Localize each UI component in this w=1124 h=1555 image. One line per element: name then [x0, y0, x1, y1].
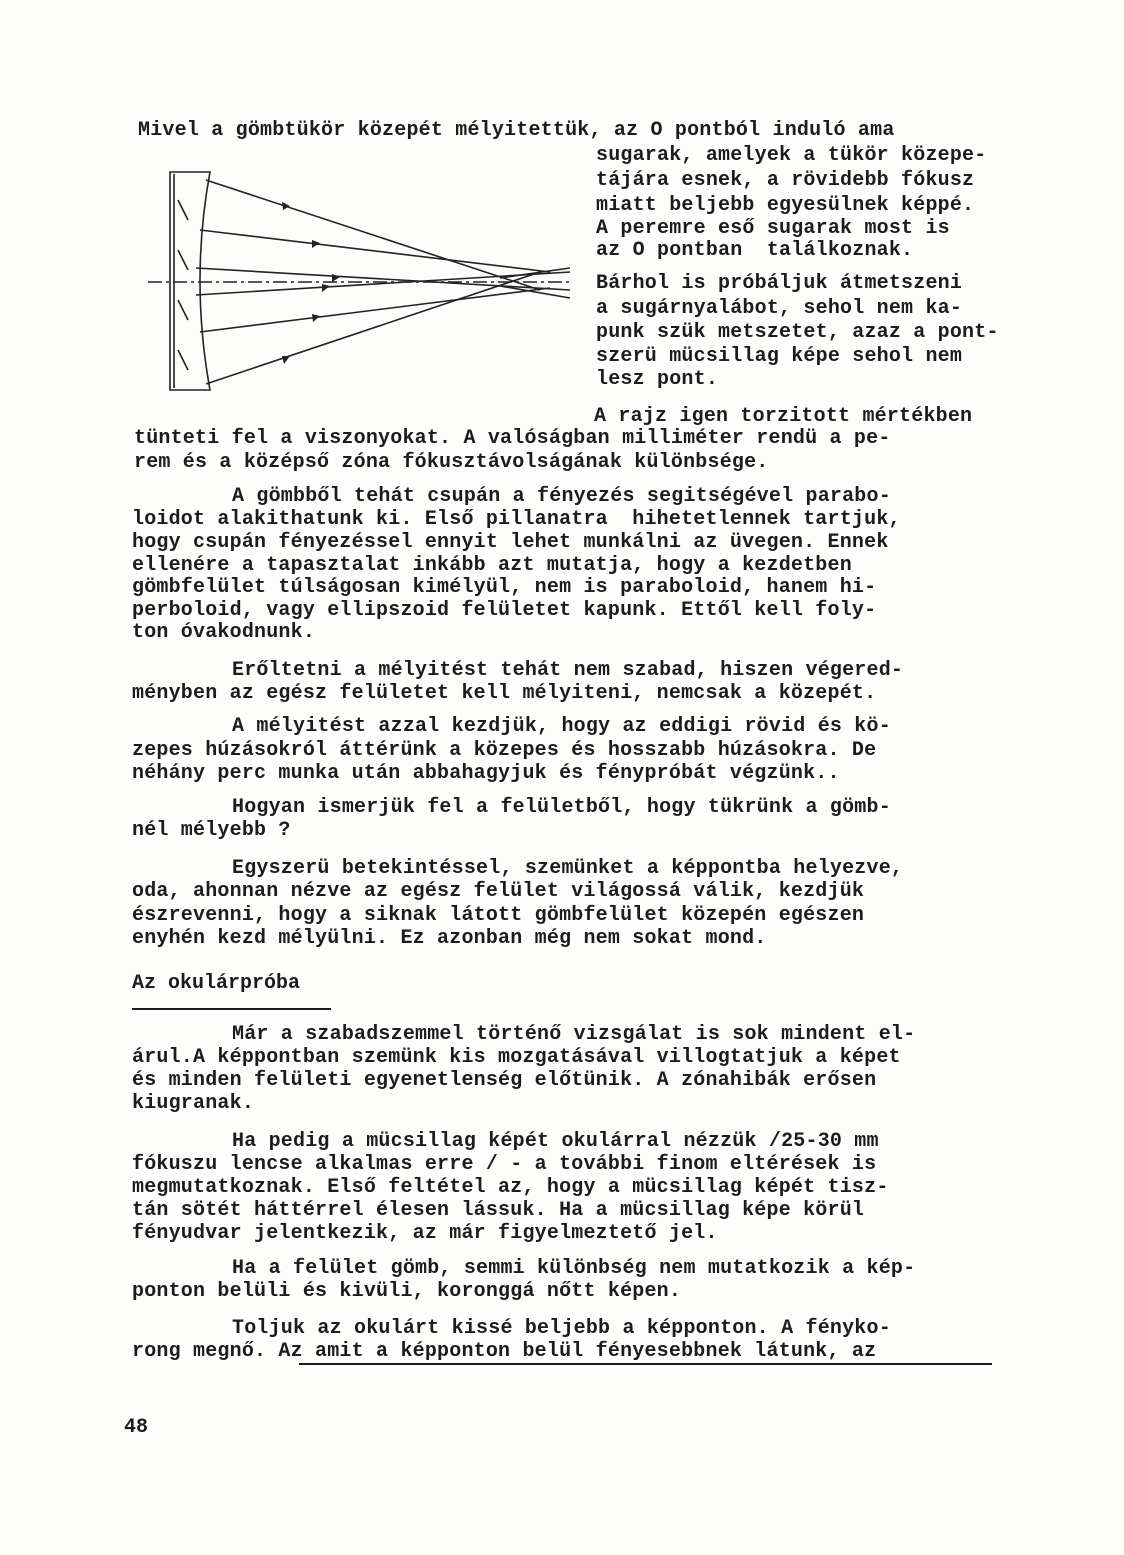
text-line: A peremre eső sugarak most is [596, 217, 950, 240]
text-line: A gömbből tehát csupán a fényezés segitségével parabo- [232, 485, 891, 508]
section-heading: Az okulárpróba [132, 972, 301, 995]
text-line: tán sötét háttérrel élesen lássuk. Ha a mücsillag képe körül [132, 1199, 865, 1222]
text-line: ton óvakodnunk. [132, 621, 316, 644]
text-line: megmutatkoznak. Első feltétel az, hogy a mücsillag képét tisz- [132, 1176, 889, 1199]
text-line: rem és a középső zóna fókusztávolságának különbsége. [134, 451, 769, 474]
text-line: tájára esnek, a rövidebb fókusz [596, 169, 975, 192]
text-line: rong megnő. Az amit a képponton belül fényesebbnek látunk, az [132, 1340, 877, 1363]
mirror-outline [170, 172, 210, 390]
text-line: fényudvar jelentkezik, az már figyelmeztető jel. [132, 1222, 718, 1245]
text-line: lesz pont. [596, 368, 719, 391]
text-line: Hogyan ismerjük fel a felületből, hogy tükrünk a gömb- [232, 796, 891, 819]
text-line: árul.A képpontban szemünk kis mozgatásával villogtatjuk a képet [132, 1046, 901, 1069]
text-line: ellenére a tapasztalat inkább azt mutatja, hogy a kezdetben [132, 554, 852, 577]
text-line: loidot alakithatunk ki. Első pillanatra hihetetlennek tartjuk, [132, 508, 901, 531]
text-line: Erőltetni a mélyitést tehát nem szabad, hiszen végered- [232, 659, 904, 682]
text-line: Ha a felület gömb, semmi különbség nem mutatkozik a kép- [232, 1257, 916, 1280]
text-line: A mélyitést azzal kezdjük, hogy az eddigi rövid és kö- [232, 715, 891, 738]
text-line: észrevenni, hogy a siknak látott gömbfelület közepén egészen [132, 904, 865, 927]
text-underline [299, 1363, 992, 1365]
text-line: A rajz igen torzitott mértékben [594, 405, 973, 428]
text-line: oda, ahonnan nézve az egész felület világossá válik, kezdjük [132, 880, 865, 903]
text-line: ponton belüli és kivüli, koronggá nőtt képen. [132, 1280, 682, 1303]
text-line: enyhén kezd mélyülni. Ez azonban még nem sokat mond. [132, 927, 767, 950]
text-line: Mivel a gömbtükör közepét mélyitettük, az O pontból induló ama [138, 119, 895, 142]
text-line: Toljuk az okulárt kissé beljebb a képponton. A fényko- [232, 1317, 891, 1340]
text-line: punk szük metszetet, azaz a pont- [596, 321, 999, 344]
mirror-ray-diagram [140, 160, 600, 400]
text-line: fókuszu lencse alkalmas erre / - a további finom eltérések is [132, 1153, 877, 1176]
text-line: és minden felületi egyenetlenség előtünik. A zónahibák erősen [132, 1069, 877, 1092]
text-line: gömbfelület túlságosan kimélyül, nem is paraboloid, hanem hi- [132, 576, 877, 599]
text-line: Bárhol is próbáljuk átmetszeni [596, 272, 963, 295]
text-line: nél mélyebb ? [132, 819, 291, 842]
text-line: néhány perc munka után abbahagyjuk és fénypróbát végzünk.. [132, 762, 840, 785]
text-line: zepes húzásokról áttérünk a közepes és hosszabb húzásokra. De [132, 739, 877, 762]
text-line: perboloid, vagy ellipszoid felületet kapunk. Ettől kell foly- [132, 599, 877, 622]
text-line: Egyszerü betekintéssel, szemünket a képpontba helyezve, [232, 857, 904, 880]
text-line: sugarak, amelyek a tükör közepe- [596, 144, 987, 167]
text-line: hogy csupán fényezéssel ennyit lehet munkálni az üvegen. Ennek [132, 531, 889, 554]
text-line: ményben az egész felületet kell mélyiteni, nemcsak a közepét. [132, 682, 877, 705]
text-line: a sugárnyalábot, sehol nem ka- [596, 297, 963, 320]
text-line: miatt beljebb egyesülnek képpé. [596, 194, 975, 217]
text-line: tünteti fel a viszonyokat. A valóságban milliméter rendü a pe- [134, 427, 891, 450]
text-line: az O pontban találkoznak. [596, 239, 914, 262]
page-number: 48 [124, 1416, 149, 1439]
text-line: szerü mücsillag képe sehol nem [596, 345, 963, 368]
text-line: Ha pedig a mücsillag képét okulárral nézzük /25-30 mm [232, 1130, 879, 1153]
text-line: Már a szabadszemmel történő vizsgálat is sok mindent el- [232, 1023, 916, 1046]
heading-underline [132, 1008, 331, 1010]
text-line: kiugranak. [132, 1092, 255, 1115]
